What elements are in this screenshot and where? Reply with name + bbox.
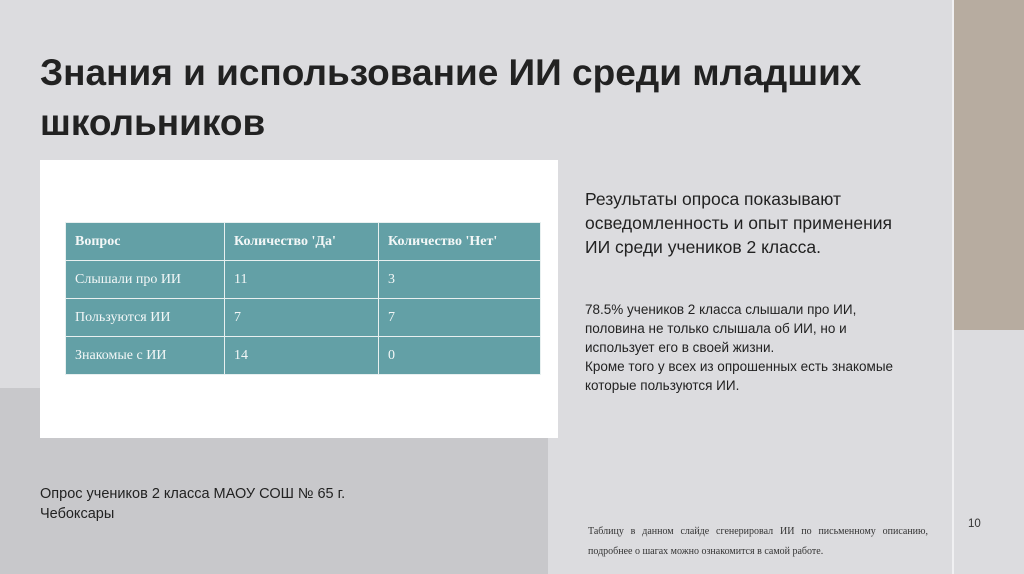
summary-lead: Результаты опроса показывают осведомленность и опыт применения ИИ среди учеников 2 класса.: [585, 189, 893, 257]
cell-no: 3: [379, 261, 541, 299]
slide-title: Знания и использование ИИ среди младших школьников: [40, 52, 862, 143]
header-no: Количество 'Нет': [379, 223, 541, 261]
header-yes: Количество 'Да': [225, 223, 379, 261]
table-row: [66, 337, 541, 375]
cell-yes: 7: [225, 299, 379, 337]
cell-yes: 11: [225, 261, 379, 299]
accent-bar: [954, 0, 1024, 330]
survey-source: Опрос учеников 2 класса МАОУ СОШ № 65 г. Чебоксары: [40, 486, 346, 522]
detail-paragraph: 78.5% учеников 2 класса слышали про ИИ, половина не только слышала об ИИ, но и использует его в своей жизни.: [585, 302, 857, 355]
table-row: [66, 299, 541, 337]
cell-no: 0: [379, 337, 541, 375]
cell-question: Пользуются ИИ: [66, 299, 225, 337]
survey-table: [65, 222, 541, 375]
table-row: [66, 261, 541, 299]
table-header-row: [66, 223, 541, 261]
summary-detail: [585, 300, 915, 395]
page-number: 10: [968, 518, 981, 530]
detail-paragraph: Кроме того у всех из опрошенных есть знакомые которые пользуются ИИ.: [585, 359, 894, 393]
table-card: [40, 160, 558, 438]
cell-yes: 14: [225, 337, 379, 375]
header-question: Вопрос: [66, 223, 225, 261]
cell-no: 7: [379, 299, 541, 337]
footnote: Таблицу в данном слайде сгенерировал ИИ по письменному описанию, подробнее о шагах можно ознакомится в самой работе.: [588, 526, 928, 557]
cell-question: Слышали про ИИ: [66, 261, 225, 299]
cell-question: Знакомые с ИИ: [66, 337, 225, 375]
